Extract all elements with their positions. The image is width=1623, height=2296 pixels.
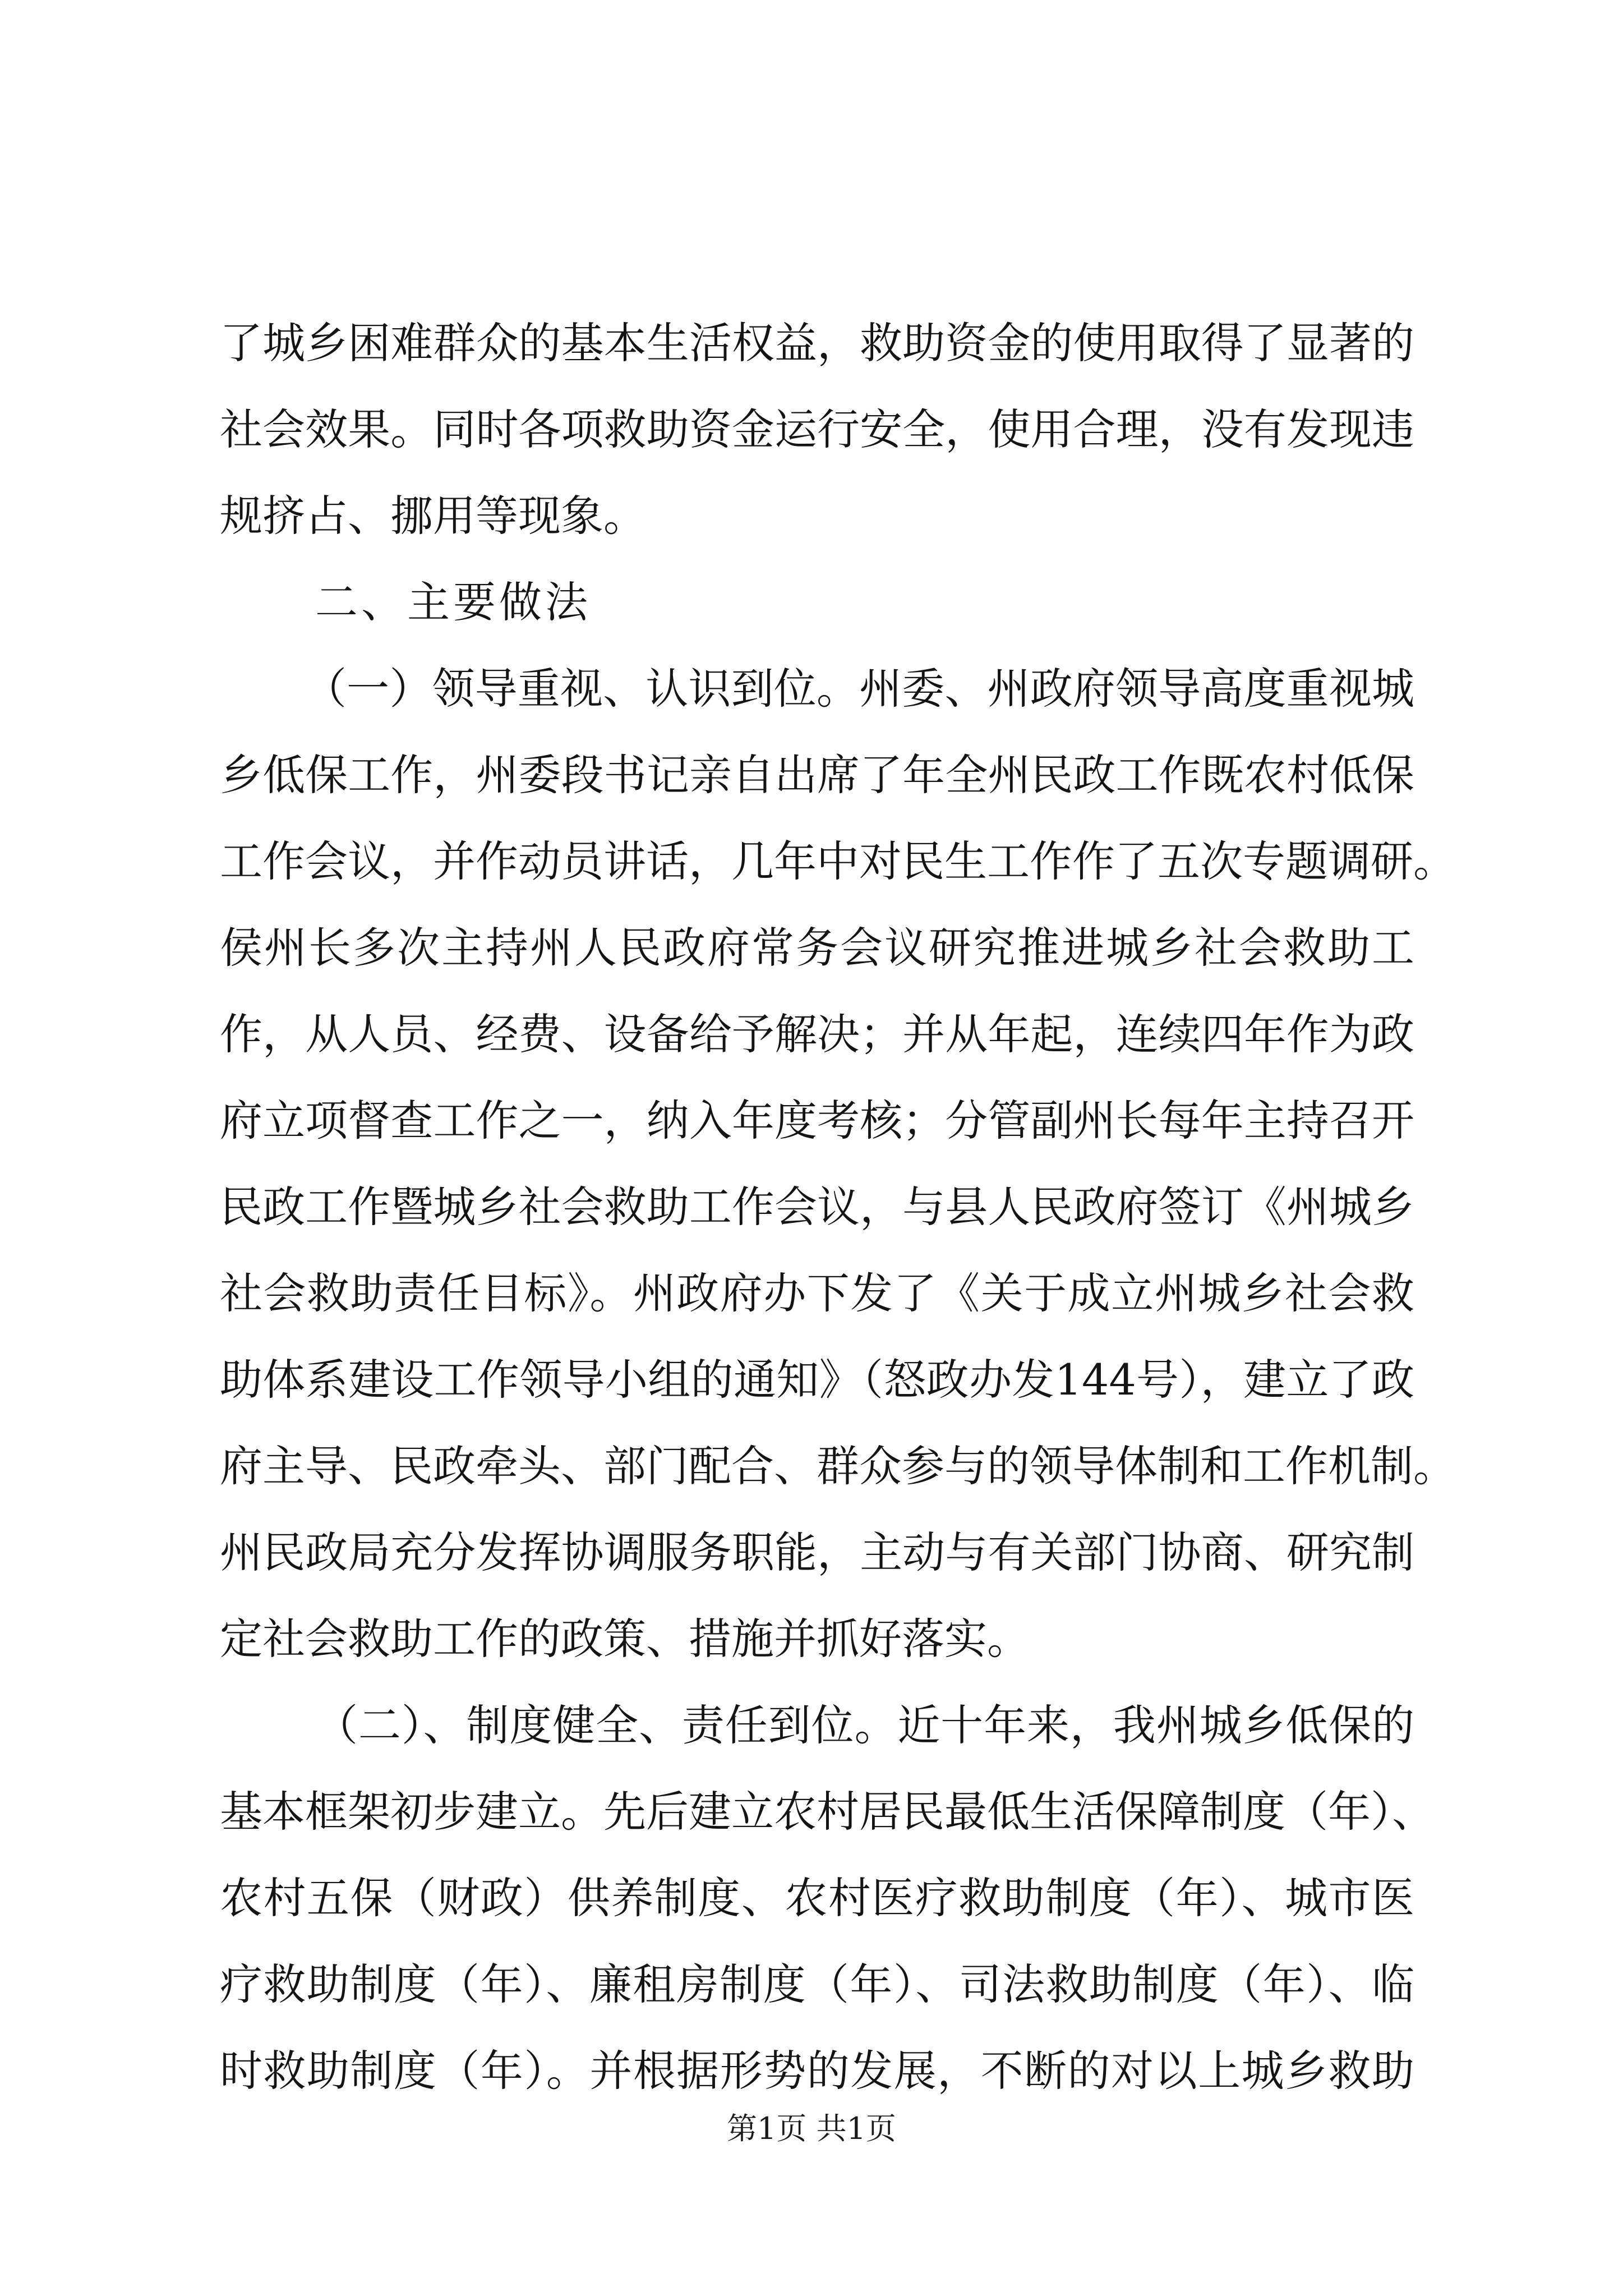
text-line: 定社会救助工作的政策、措施并抓好落实。 xyxy=(220,1614,1030,1664)
text-line: 府主导、民政牵头、部门配合、群众参与的领导体制和工作机制。 xyxy=(220,1441,1456,1491)
document-body xyxy=(220,300,1456,2114)
text-line: 社会效果。同时各项救助资金运行安全，使用合理，没有发现违 xyxy=(220,404,1414,454)
text-line: 了城乡困难群众的基本生活权益，救助资金的使用取得了显著的 xyxy=(220,318,1414,368)
text-line: 基本框架初步建立。先后建立农村居民最低生活保障制度（年）、 xyxy=(220,1787,1435,1837)
page-number-footer: 第1页 共1页 xyxy=(727,2111,896,2146)
text-line: 规挤占、挪用等现象。 xyxy=(220,491,646,541)
text-line: 作，从人员、经费、设备给予解决；并从年起，连续四年作为政 xyxy=(220,1009,1414,1059)
text-line: 助体系建设工作领导小组的通知》（怒政办发144号），建立了政 xyxy=(220,1355,1414,1405)
paragraph-first-line: （一）领导重视、认识到位。州委、州政府领导高度重视城 xyxy=(304,664,1414,714)
text-line: 工作会议，并作动员讲话，几年中对民生工作作了五次专题调研。 xyxy=(220,836,1456,886)
text-line: 农村五保（财政）供养制度、农村医疗救助制度（年）、城市医 xyxy=(220,1873,1414,1923)
text-line: 府立项督查工作之一，纳入年度考核；分管副州长每年主持召开 xyxy=(220,1096,1414,1145)
section-heading: 二、主要做法 xyxy=(315,577,591,627)
text-line: 乡低保工作，州委段书记亲自出席了年全州民政工作既农村低保 xyxy=(220,750,1414,800)
text-line: 时救助制度（年）。并根据形势的发展，不断的对以上城乡救助 xyxy=(220,2046,1414,2096)
paragraph-first-line: （二）、制度健全、责任到位。近十年来，我州城乡低保的 xyxy=(315,1700,1414,1750)
text-line: 侯州长多次主持州人民政府常务会议研究推进城乡社会救助工 xyxy=(220,923,1414,973)
text-line: 州民政局充分发挥协调服务职能，主动与有关部门协商、研究制 xyxy=(220,1527,1414,1577)
text-line: 民政工作暨城乡社会救助工作会议，与县人民政府签订《州城乡 xyxy=(220,1182,1414,1232)
text-line: 疗救助制度（年）、廉租房制度（年）、司法救助制度（年）、临 xyxy=(220,1959,1414,2009)
text-line: 社会救助责任目标》。州政府办下发了《关于成立州城乡社会救 xyxy=(220,1268,1414,1318)
